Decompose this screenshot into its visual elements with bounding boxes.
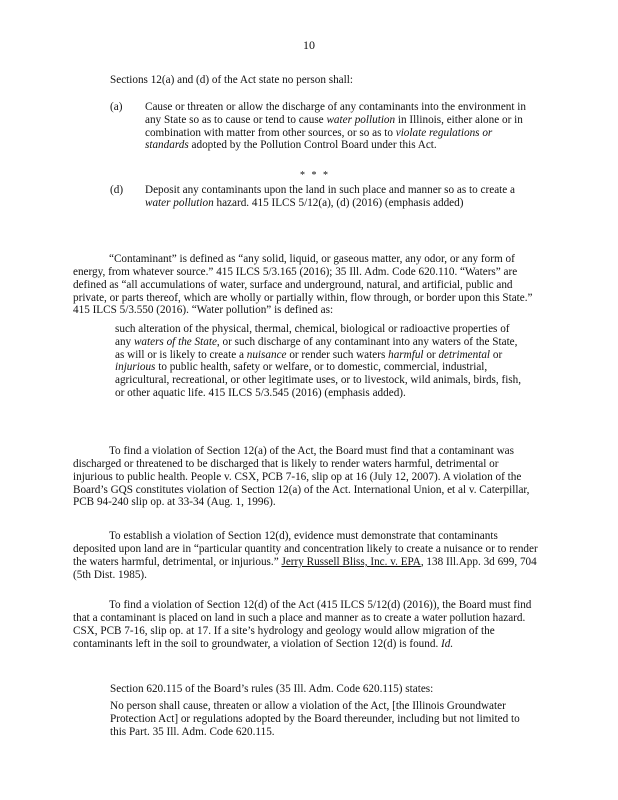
page-number: 10: [303, 38, 315, 52]
ellipsis-stars: * * *: [300, 170, 330, 181]
case-citation: Jerry Russell Bliss, Inc. v. EPA: [281, 555, 421, 568]
section-12a-paragraph: To find a violation of Section 12(a) of the Act, the Board must find that a contaminant was discharged or threatened to be discharged that is likely to render waters harmful, detrimental or injurious to public health. People v. CSX, PCB 7-16, slip op at 16 (July 12, 2007). A violation of the Board’s GQS constitutes violation of Section 12(a) of the Act. International Union, et al v. Caterpillar, PCB 94-240 slip op. at 33-34 (Aug. 1, 1996).: [73, 445, 530, 509]
item-marker: (d): [110, 184, 124, 196]
section-12d-paragraph: To find a violation of Section 12(d) of the Act (415 ILCS 5/12(d) (2016)), the Board must find that a contaminant is placed on land in such a place and manner as to create a water pollution hazard. CSX, PCB 7-16, slip op. at 17. If a site’s hydrology and geology would allow migration of the contaminants left in the soil to groundwater, a violation of Section 12(d) is found. Id.: [73, 599, 532, 650]
section-620-intro: Section 620.115 of the Board’s rules (35 Ill. Adm. Code 620.115) states:: [110, 683, 434, 696]
water-pollution-quote: such alteration of the physical, thermal, chemical, biological or radioactive properties of any waters of the State, or such discharge of any contaminant into any waters of the State, as will or is likely to create a nuisance or render such waters harmful or detrimental or injurious to public health, safety or welfare, or to domestic, commercial, industrial, agricultural, recreational, or other legitimate uses, or to livestock, wild animals, birds, fish, or other aquatic life. 415 ILCS 5/3.545 (2016) (emphasis added).: [115, 323, 522, 399]
emphasis: water pollution: [145, 196, 214, 209]
item-marker: (a): [110, 101, 123, 113]
emphasis: violate regulations or standards: [145, 126, 493, 152]
section-620-quote: No person shall cause, threaten or allow a violation of the Act, [the Illinois Groundwater Protection Act] or regulations adopted by the Board thereunder, including but not limited to this Part. 35 Ill. Adm. Code 620.115.: [110, 700, 520, 738]
emphasis: water pollution: [326, 113, 396, 126]
intro-paragraph: Sections 12(a) and (d) of the Act state no person shall:: [110, 74, 353, 86]
item-text: Cause or threaten or allow the discharge of any contaminants into the environment in any State so as to cause or tend to cause water pollution in Illinois, either alone or in combination with matter from other sources, or so as to violate regulations or standards adopted by the Pollution Control Board under this Act.: [145, 101, 526, 152]
section-12d-evidence-paragraph: To establish a violation of Section 12(d), evidence must demonstrate that contaminants deposited upon land are in “particular quantity and concentration likely to create a nuisance or to render the waters harmful, detrimental, or injurious.” Jerry Russell Bliss, Inc. v. EPA, 138 Ill.App. 3d 699, 704 (5th Dist. 1985).: [73, 530, 538, 581]
id-citation: Id.: [441, 637, 454, 650]
definitions-paragraph: “Contaminant” is defined as “any solid, liquid, or gaseous matter, any odor, or any form of energy, from whatever source.” 415 ILCS 5/3.165 (2016); 35 Ill. Adm. Code 620.110. “Waters” are defined as “all accumulations of water, surface and underground, natural, and artificial, public and private, or parts thereof, which are wholly or partially within, flow through, or border upon this State.” 415 ILCS 5/3.550 (2016). “Water pollution” is defined as:: [73, 253, 533, 317]
item-text: Deposit any contaminants upon the land in such place and manner so as to create a water pollution hazard. 415 ILCS 5/12(a), (d) (2016) (emphasis added): [145, 184, 516, 209]
